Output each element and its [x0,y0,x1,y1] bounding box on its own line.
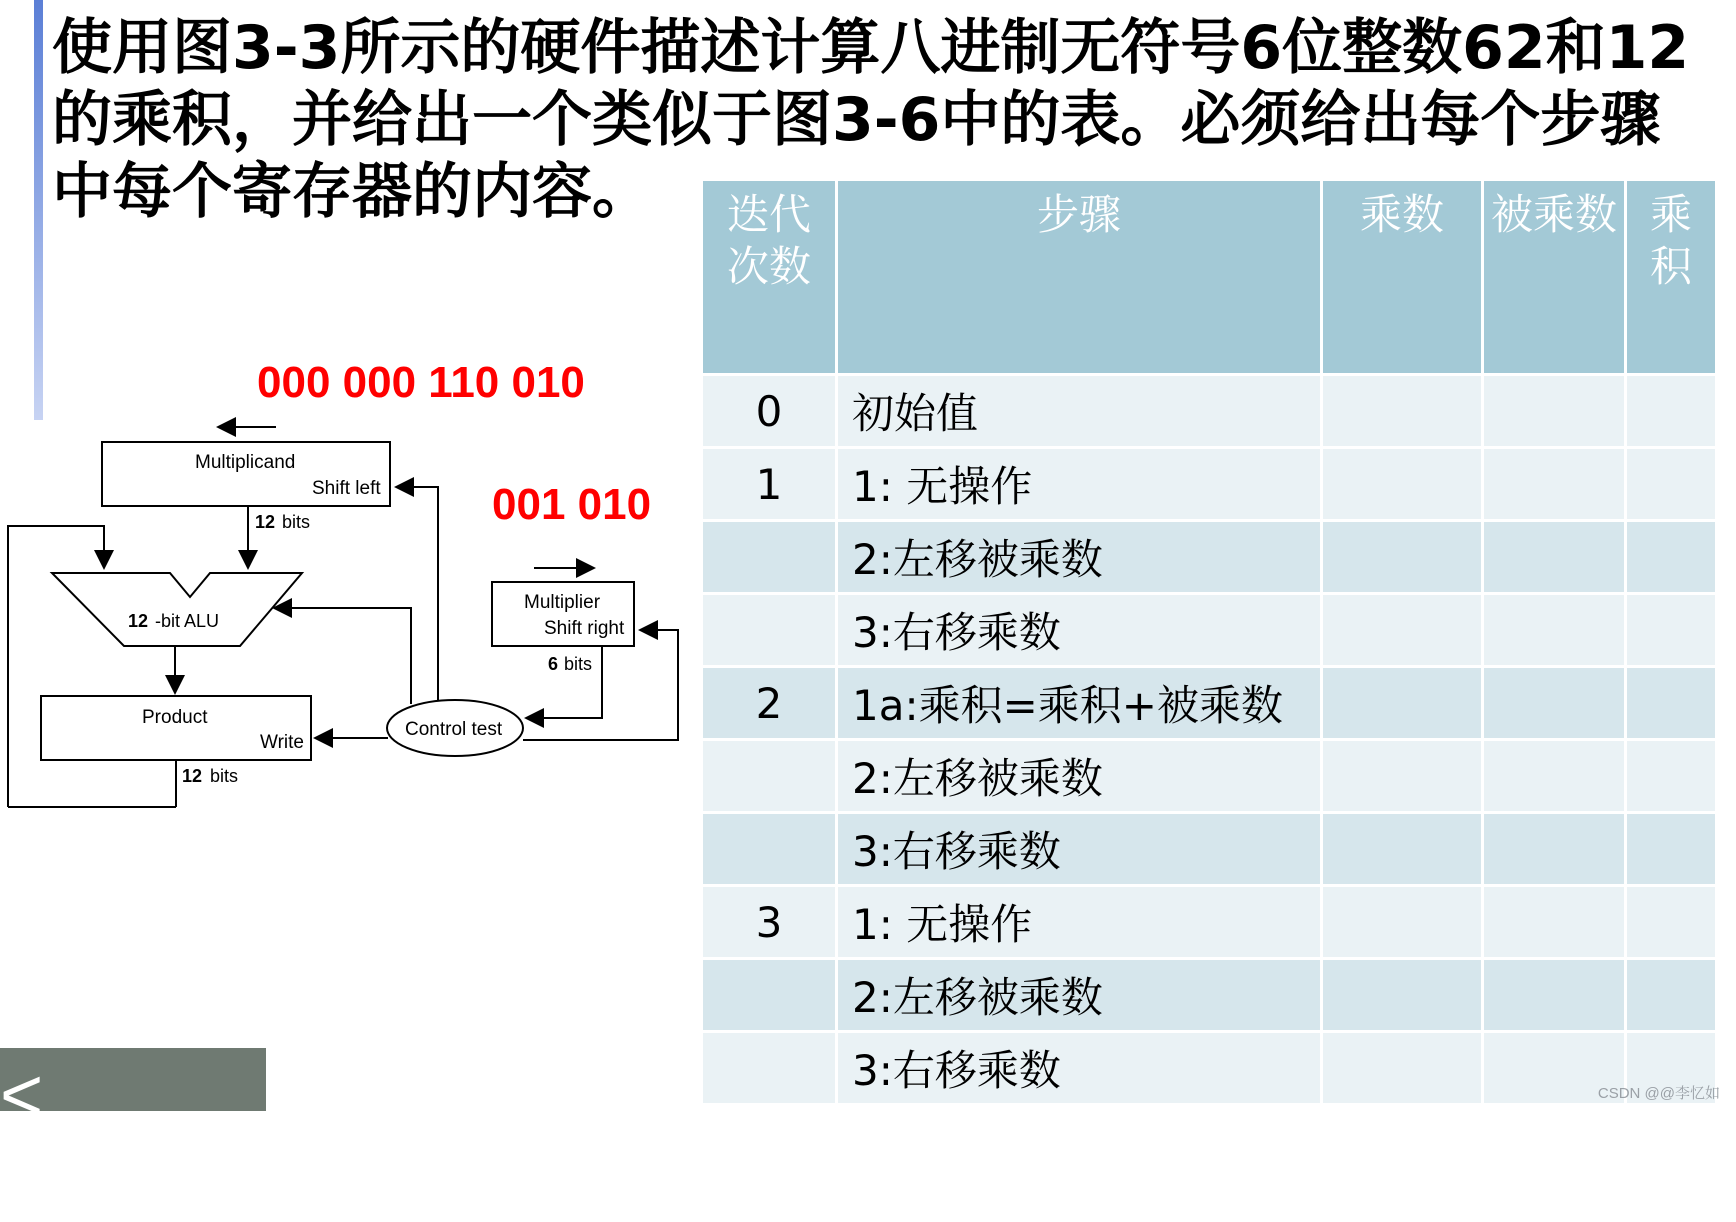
header-iteration: 迭代次数 [703,181,835,373]
multiplicand-cell [1484,522,1624,592]
multiplier-cell [1323,741,1481,811]
step-cell: 2:左移被乘数 [838,522,1320,592]
iteration-cell: 3 [703,887,835,957]
problem-statement: 使用图3-3所示的硬件描述计算八进制无符号6位整数62和12的乘积，并给出一个类似于图3-6中的表。必须给出每个步骤中每个寄存器的内容。 [52,13,1690,227]
table-row [703,814,1715,884]
table-row [703,887,1715,957]
header-multiplier: 乘数 [1323,181,1481,373]
multiplier-cell [1323,522,1481,592]
multiplicand-cell [1484,449,1624,519]
iteration-cell [703,1033,835,1103]
bits-12-a-unit: bits [282,512,311,532]
multiplier-cell [1323,814,1481,884]
multiplier-cell [1323,1033,1481,1103]
publisher-logo [0,1048,266,1221]
table-row [703,595,1715,665]
multiplicand-cell [1484,960,1624,1030]
watermark: CSDN @@李忆如 [1597,1085,1720,1102]
table-row [703,1033,1715,1103]
product-cell [1627,595,1715,665]
table-row [703,741,1715,811]
header-multiplicand: 被乘数 [1484,181,1624,373]
product-cell [1627,887,1715,957]
step-cell: 1: 无操作 [838,449,1320,519]
bits-12-b-unit: bits [210,766,239,786]
iteration-cell [703,960,835,1030]
control-to-alu-wire [274,608,411,704]
product-cell [1627,376,1715,446]
table-row [703,376,1715,446]
iteration-cell: 1 [703,449,835,519]
multiplier-label: Multiplier [524,592,601,613]
table-row [703,522,1715,592]
multiplier-binary-value: 001 010 [492,480,652,529]
table-row [703,960,1715,1030]
step-cell: 1a:乘积=乘积+被乘数 [838,668,1320,738]
multiplier-cell [1323,376,1481,446]
product-cell [1627,522,1715,592]
shift-right-label: Shift right [544,618,625,639]
bits-6-number: 6 [548,654,559,674]
step-cell: 3:右移乘数 [838,595,1320,665]
write-label: Write [260,732,304,753]
multiplicand-cell [1484,887,1624,957]
bits-6-unit: bits [564,654,593,674]
header-product: 乘积 [1627,181,1715,373]
shift-left-label: Shift left [312,478,381,499]
multiplicand-label: Multiplicand [195,452,296,473]
multiplier-cell [1323,887,1481,957]
product-label: Product [142,707,208,728]
product-feedback-loop [8,526,104,807]
product-cell [1627,449,1715,519]
control-to-multiplicand-wire [396,487,438,700]
product-cell [1627,960,1715,1030]
step-cell: 2:左移被乘数 [838,960,1320,1030]
multiplier-cell [1323,960,1481,1030]
step-cell: 初始值 [838,376,1320,446]
multiplicand-binary-value: 000 000 110 010 [257,358,585,407]
multiplicand-cell [1484,595,1624,665]
multiplicand-cell [1484,741,1624,811]
step-cell: 1: 无操作 [838,887,1320,957]
product-cell [1627,814,1715,884]
multiplicand-cell [1484,376,1624,446]
bits-12-a-number: 12 [255,512,276,532]
alu-width-number: 12 [128,611,149,631]
product-cell [1627,741,1715,811]
iteration-cell [703,595,835,665]
slide-accent-bar [34,0,43,420]
iteration-cell [703,522,835,592]
control-test-label: Control test [405,719,503,740]
alu-label: -bit ALU [155,611,220,631]
multiplicand-cell [1484,814,1624,884]
multiplier-cell [1323,668,1481,738]
iteration-cell: 0 [703,376,835,446]
iteration-cell: 2 [703,668,835,738]
product-cell [1627,668,1715,738]
step-cell: 3:右移乘数 [838,814,1320,884]
iteration-cell [703,741,835,811]
publisher-logo-text: < MK [0,1053,171,1221]
multiplicand-cell [1484,668,1624,738]
table-row [703,668,1715,738]
multiplier-cell [1323,449,1481,519]
algorithm-steps-table-container [700,178,1718,1106]
bits-12-b-number: 12 [182,766,203,786]
table-row [703,449,1715,519]
algorithm-steps-table [700,178,1718,1106]
step-cell: 2:左移被乘数 [838,741,1320,811]
multiplier-hardware-diagram [0,410,690,810]
step-cell: 3:右移乘数 [838,1033,1320,1103]
multiplier-cell [1323,595,1481,665]
header-step: 步骤 [838,181,1320,373]
iteration-cell [703,814,835,884]
alu-shape [52,573,302,646]
